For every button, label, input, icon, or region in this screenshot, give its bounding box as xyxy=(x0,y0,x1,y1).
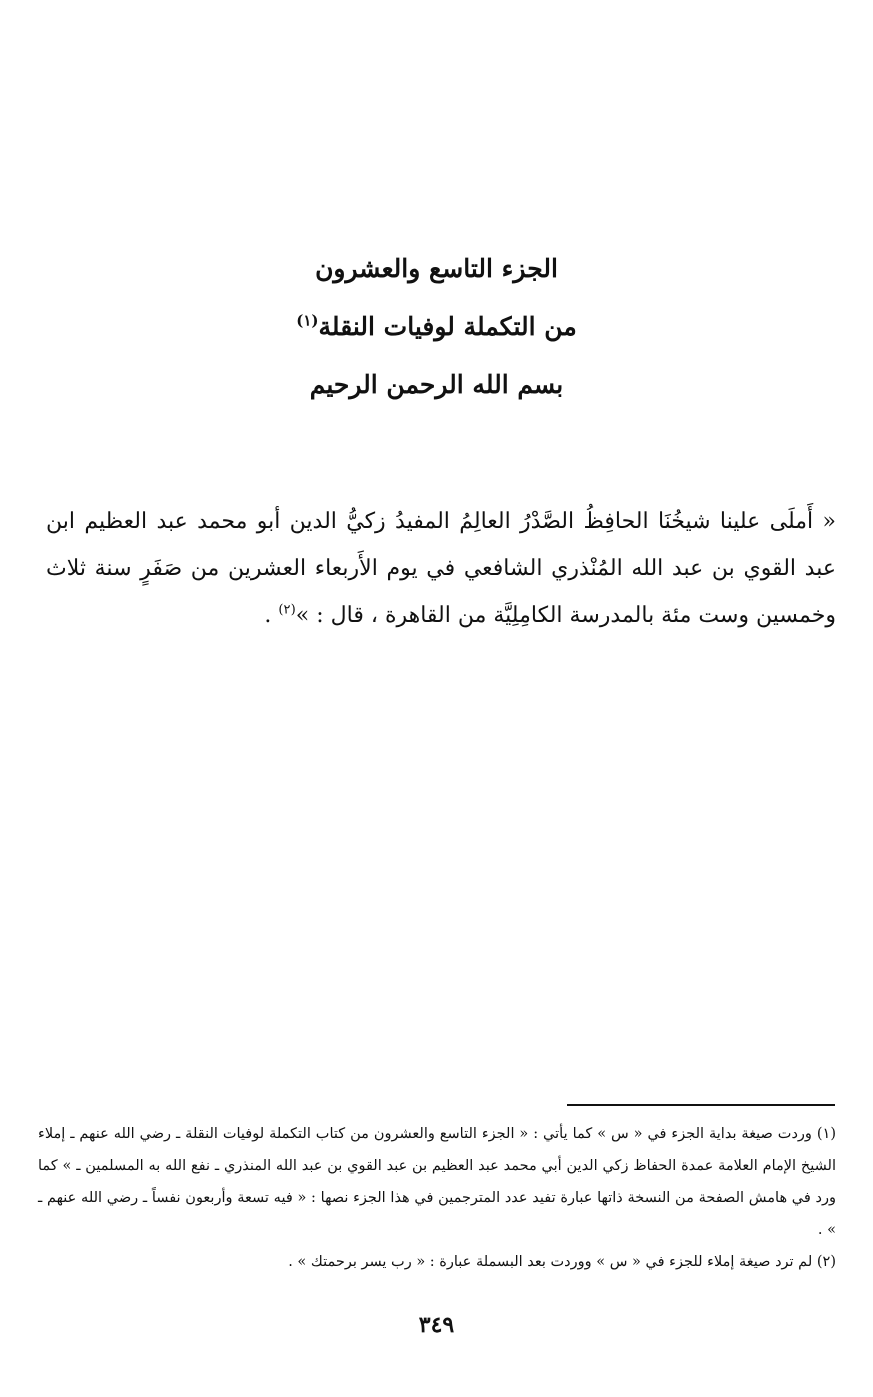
footnote-1 xyxy=(38,1118,836,1246)
basmala: بسم الله الرحمن الرحيم xyxy=(309,370,564,399)
dictation-paragraph xyxy=(46,498,836,639)
footnote-2-text: (٢) لم ترد صيغة إملاء للجزء في « س » ووردت بعد البسملة عبارة : « رب يسر برحمتك » . xyxy=(288,1254,836,1270)
footnote-1-text: (١) وردت صيغة بداية الجزء في « س » كما يأتي : « الجزء التاسع والعشرون من كتاب التكملة لوفيات النقلة ـ رضي الله عنهم ـ إملاء الشيخ الإمام العلامة عمدة الحفاظ زكي الدين أبي محمد عبد العظيم بن عبد القوي بن عبد الله المنذري ـ نفع الله به المسلمين ـ » كما ورد في هامش الصفحة من النسخة ذاتها عبارة تفيد عدد المترجمين في هذا الجزء نصها : « فيه تسعة وأربعون نفساً ـ رضي الله عنهم ـ » . xyxy=(38,1126,836,1238)
part-title: الجزء التاسع والعشرون xyxy=(315,254,558,283)
page-number: ٣٤٩ xyxy=(418,1312,455,1338)
footnote-divider xyxy=(567,1104,835,1106)
book-title-text: من التكملة لوفيات النقلة xyxy=(318,312,577,341)
book-title xyxy=(0,298,873,356)
footnotes-block xyxy=(38,1118,836,1278)
dictation-text: « أَملَى علينا شيخُنَا الحافِظُ الصَّدْرُ العالِمُ المفيدُ زكيُّ الدين أبو محمد عبد العظيم ابن عبد القوي بن عبد الله المُنْذري الشافعي في يوم الأَربعاء العشرين من صَفَرٍ سنة ثلاث وخمسين وست مئة بالمدرسة الكامِلِيَّة من القاهرة ، قال : » xyxy=(46,509,836,628)
footnote-2 xyxy=(38,1246,836,1278)
dictation-end: . xyxy=(264,603,279,628)
footnote-ref-2: (٢) xyxy=(278,602,296,618)
footnote-ref-1: (١) xyxy=(296,311,319,330)
headings-block xyxy=(0,240,873,414)
